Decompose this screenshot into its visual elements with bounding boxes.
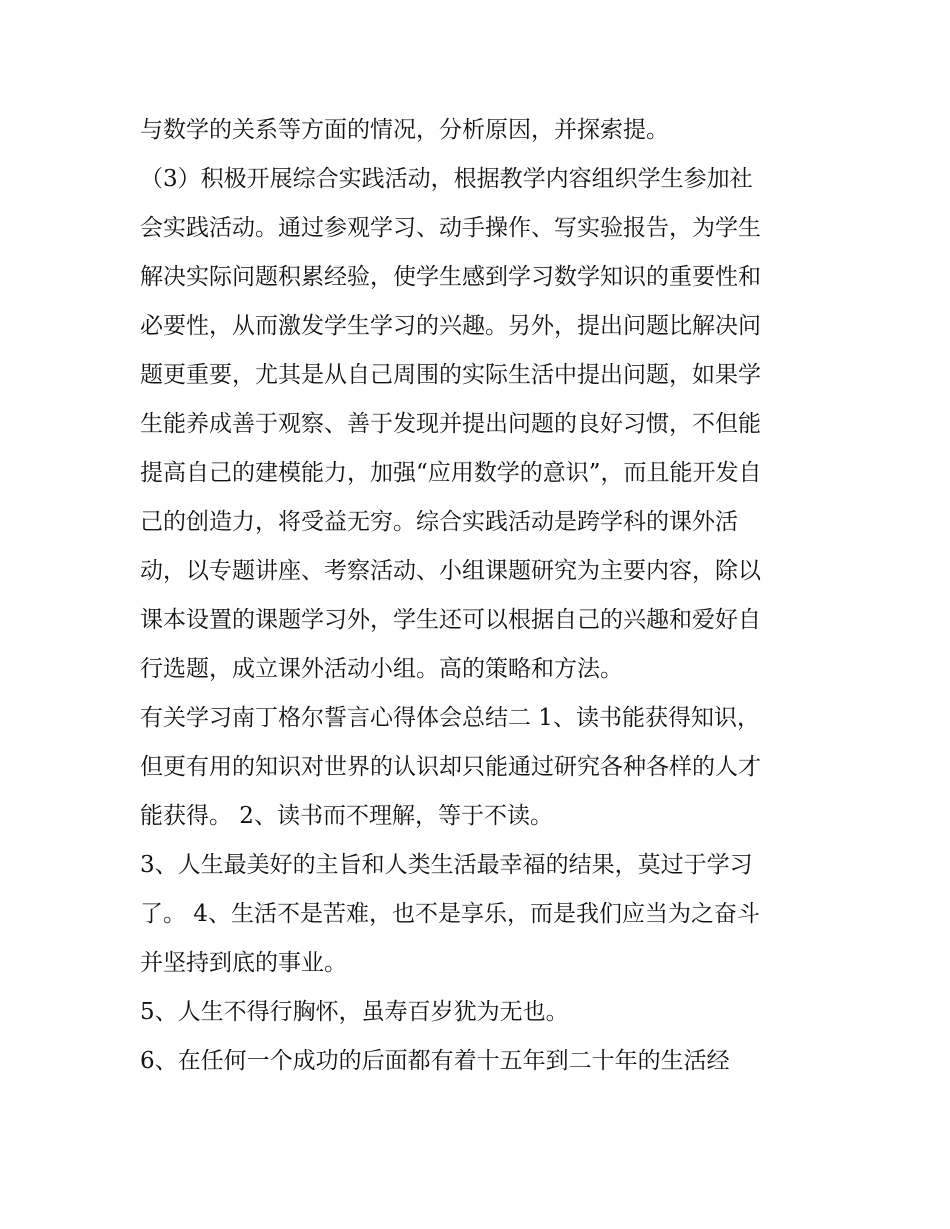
text-line: 与数学的关系等方面的情况，分析原因，并探索提。 xyxy=(140,117,669,143)
text-line: 提高自己的建模能力，加强“应用数学的意识”，而且能开发自 xyxy=(140,460,762,486)
text-line: 题更重要，尤其是从自己周围的实际生活中提出问题，如果学 xyxy=(140,362,761,388)
text-line: 有关学习南丁格尔誓言心得体会总结二 1、读书能获得知识， xyxy=(140,705,760,731)
text-line: 行选题，成立课外活动小组。高的策略和方法。 xyxy=(140,656,623,682)
document-body xyxy=(140,106,830,1086)
text-line: 3、人生最美好的主旨和人类生活最幸福的结果，莫过于学习 xyxy=(140,852,753,878)
text-line: 但更有用的知识对世界的认识却只能通过研究各种各样的人才 xyxy=(140,754,761,780)
text-line: 生能养成善于观察、善于发现并提出问题的良好习惯，不但能 xyxy=(140,411,761,437)
text-line: 必要性，从而激发学生学习的兴趣。另外，提出问题比解决问 xyxy=(140,313,761,339)
text-line: 动，以专题讲座、考察活动、小组课题研究为主要内容，除以 xyxy=(140,558,761,584)
text-line: 6、在任何一个成功的后面都有着十五年到二十年的生活经 xyxy=(140,1048,730,1074)
text-line: 能获得。 2、读书而不理解，等于不读。 xyxy=(140,803,553,829)
text-line: 会实践活动。通过参观学习、动手操作、写实验报告，为学生 xyxy=(140,215,761,241)
text-line: 并坚持到底的事业。 xyxy=(140,950,347,976)
text-line: （3）积极开展综合实践活动，根据教学内容组织学生参加社 xyxy=(140,166,753,192)
text-line: 己的创造力，将受益无穷。综合实践活动是跨学科的课外活 xyxy=(140,509,738,535)
text-line: 5、人生不得行胸怀，虽寿百岁犹为无也。 xyxy=(140,999,569,1025)
text-line: 解决实际问题积累经验，使学生感到学习数学知识的重要性和 xyxy=(140,264,761,290)
text-line: 课本设置的课题学习外，学生还可以根据自己的兴趣和爱好自 xyxy=(140,607,761,633)
text-line: 了。 4、生活不是苦难，也不是享乐，而是我们应当为之奋斗 xyxy=(140,901,760,927)
